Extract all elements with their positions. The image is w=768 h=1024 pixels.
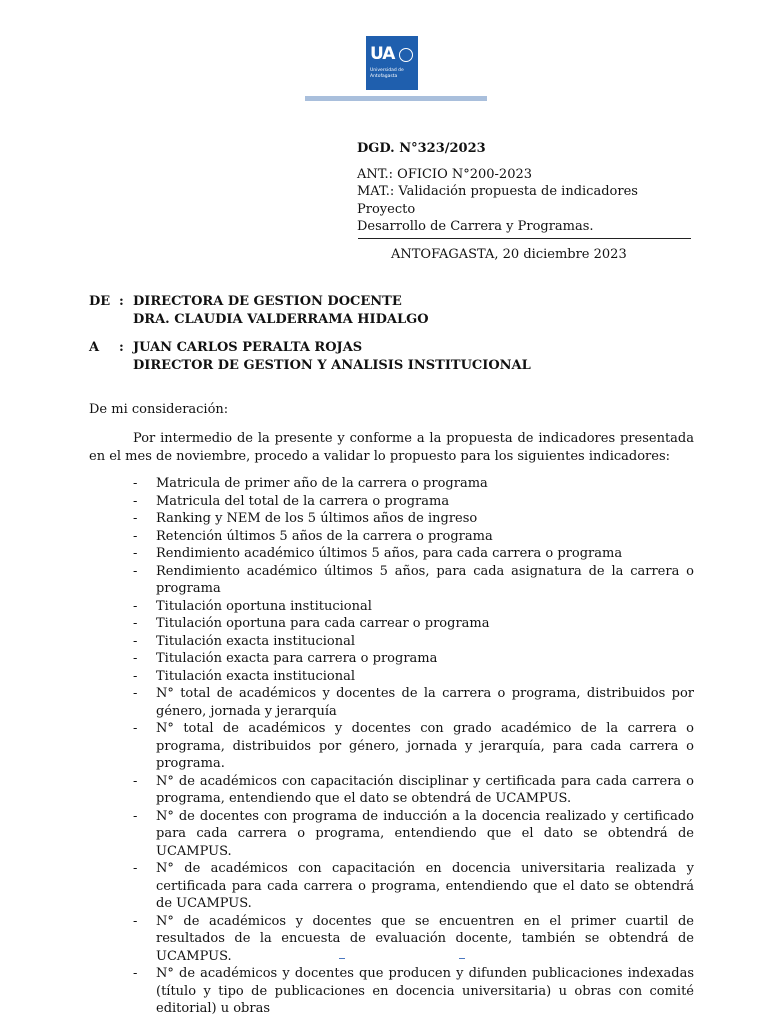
- from-label: DE: [89, 294, 111, 309]
- indicator-item: [133, 650, 694, 668]
- bullet-dash: -: [133, 633, 138, 649]
- bullet-dash: -: [133, 546, 138, 561]
- from-block: [89, 293, 729, 328]
- indicator-text: Ranking y NEM de los 5 últimos años de ingreso: [156, 511, 478, 526]
- bullet-dash: -: [133, 721, 138, 736]
- logo-initials: UA: [370, 44, 395, 64]
- bullet-dash: -: [133, 528, 138, 544]
- bullet-dash: -: [133, 668, 138, 684]
- bullet-dash: -: [133, 493, 138, 509]
- indicator-text: Retención últimos 5 años de la carrera o programa: [156, 528, 493, 544]
- greeting: De mi consideración:: [89, 402, 229, 417]
- from-line-2: DRA. CLAUDIA VALDERRAMA HIDALGO: [133, 311, 429, 327]
- document-number: DGD. N°323/2023: [357, 141, 486, 156]
- header-divider: [305, 96, 487, 101]
- bullet-dash: -: [133, 511, 138, 526]
- indicator-text: N° total de académicos y docentes de la carrera o programa, distribuidos por género, jornada y jerarquía: [156, 686, 694, 719]
- bullet-dash: -: [133, 913, 138, 929]
- bullet-dash: -: [133, 598, 138, 614]
- to-line-2: DIRECTOR DE GESTION Y ANALISIS INSTITUCIONAL: [133, 357, 531, 373]
- indicator-text: N° de académicos y docentes que producen y difunden publicaciones indexadas (título y tipo de publicaciones en docencia universitaria) u obras con comité editorial) u obras: [156, 966, 694, 1016]
- indicator-item: [133, 685, 694, 720]
- indicator-item: [133, 720, 694, 773]
- date-rule: [358, 238, 691, 239]
- indicator-text: N° de académicos con capacitación en docencia universitaria realizada y certificada para cada carrera o programa, entendiendo que el dato se obtendrá de UCAMPUS.: [156, 861, 694, 911]
- from-colon: :: [119, 294, 124, 309]
- indicator-text: N° de académicos y docentes que se encuentren en el primer cuartil de resultados de la encuesta de evaluación docente, también se obtendrá de UCAMPUS.: [156, 913, 694, 964]
- bullet-dash: -: [133, 773, 138, 789]
- indicator-text: Rendimiento académico últimos 5 años, para cada carrera o programa: [156, 546, 623, 561]
- indicator-text: N° total de académicos y docentes con grado académico de la carrera o programa, distribuidos por género, jornada y jerarquía, para cada carrera o programa.: [156, 721, 694, 771]
- indicator-item: [133, 493, 694, 511]
- indicator-item: [133, 545, 694, 563]
- reference-block: [357, 140, 697, 236]
- to-block: [89, 339, 729, 374]
- footer-mark-right: [459, 958, 465, 959]
- indicator-item: [133, 860, 694, 913]
- indicator-text: Titulación exacta institucional: [156, 633, 355, 649]
- indicator-text: Matricula del total de la carrera o programa: [156, 493, 450, 509]
- bullet-dash: -: [133, 563, 138, 579]
- subject-line-2: Desarrollo de Carrera y Programas.: [357, 219, 594, 234]
- bullet-dash: -: [133, 651, 138, 666]
- subject-line-1: MAT.: Validación propuesta de indicadores Proyecto: [357, 184, 638, 217]
- to-colon: :: [119, 340, 124, 355]
- indicator-item: [133, 633, 694, 651]
- antecedent: ANT.: OFICIO N°200-2023: [357, 166, 533, 182]
- indicator-item: [133, 598, 694, 616]
- logo-subtitle: Universidad de Antofagasta: [370, 68, 404, 79]
- to-label: A: [89, 340, 100, 355]
- indicator-item: [133, 615, 694, 633]
- university-logo: [366, 36, 418, 90]
- indicator-item: [133, 913, 694, 966]
- indicator-text: Rendimiento académico últimos 5 años, para cada asignatura de la carrera o programa: [156, 563, 694, 596]
- indicator-item: [133, 965, 694, 1018]
- bullet-dash: -: [133, 476, 138, 491]
- indicator-list: [133, 475, 694, 1018]
- bullet-dash: -: [133, 861, 138, 876]
- indicator-text: Titulación exacta institucional: [156, 668, 355, 684]
- bullet-dash: -: [133, 616, 138, 631]
- indicator-item: [133, 563, 694, 598]
- indicator-item: [133, 668, 694, 686]
- indicator-text: Titulación exacta para carrera o programa: [156, 651, 438, 666]
- to-line-1: JUAN CARLOS PERALTA ROJAS: [133, 340, 363, 355]
- bullet-dash: -: [133, 966, 138, 981]
- indicator-item: [133, 475, 694, 493]
- city-date: ANTOFAGASTA, 20 diciembre 2023: [391, 247, 627, 262]
- bullet-dash: -: [133, 808, 138, 824]
- intro-paragraph: Por intermedio de la presente y conforme a la propuesta de indicadores presentada en el mes de noviembre, procedo a validar lo propuesto para los siguientes indicadores:: [89, 431, 694, 464]
- indicator-text: N° de docentes con programa de inducción a la docencia realizado y certificado para cada carrera o programa, entendiendo que el dato se obtendrá de UCAMPUS.: [156, 808, 694, 859]
- indicator-item: [133, 808, 694, 861]
- indicator-text: Titulación oportuna para cada carrear o programa: [156, 616, 490, 631]
- indicator-item: [133, 773, 694, 808]
- indicator-text: N° de académicos con capacitación disciplinar y certificada para cada carrera o programa, entendiendo que el dato se obtendrá de UCAMPUS.: [156, 773, 694, 806]
- indicator-text: Matricula de primer año de la carrera o programa: [156, 476, 488, 491]
- indicator-item: [133, 528, 694, 546]
- seal-icon: [399, 48, 413, 62]
- from-line-1: DIRECTORA DE GESTION DOCENTE: [133, 294, 402, 309]
- indicator-item: [133, 510, 694, 528]
- indicator-text: Titulación oportuna institucional: [156, 598, 372, 614]
- footer-mark-left: [339, 958, 345, 959]
- bullet-dash: -: [133, 686, 138, 701]
